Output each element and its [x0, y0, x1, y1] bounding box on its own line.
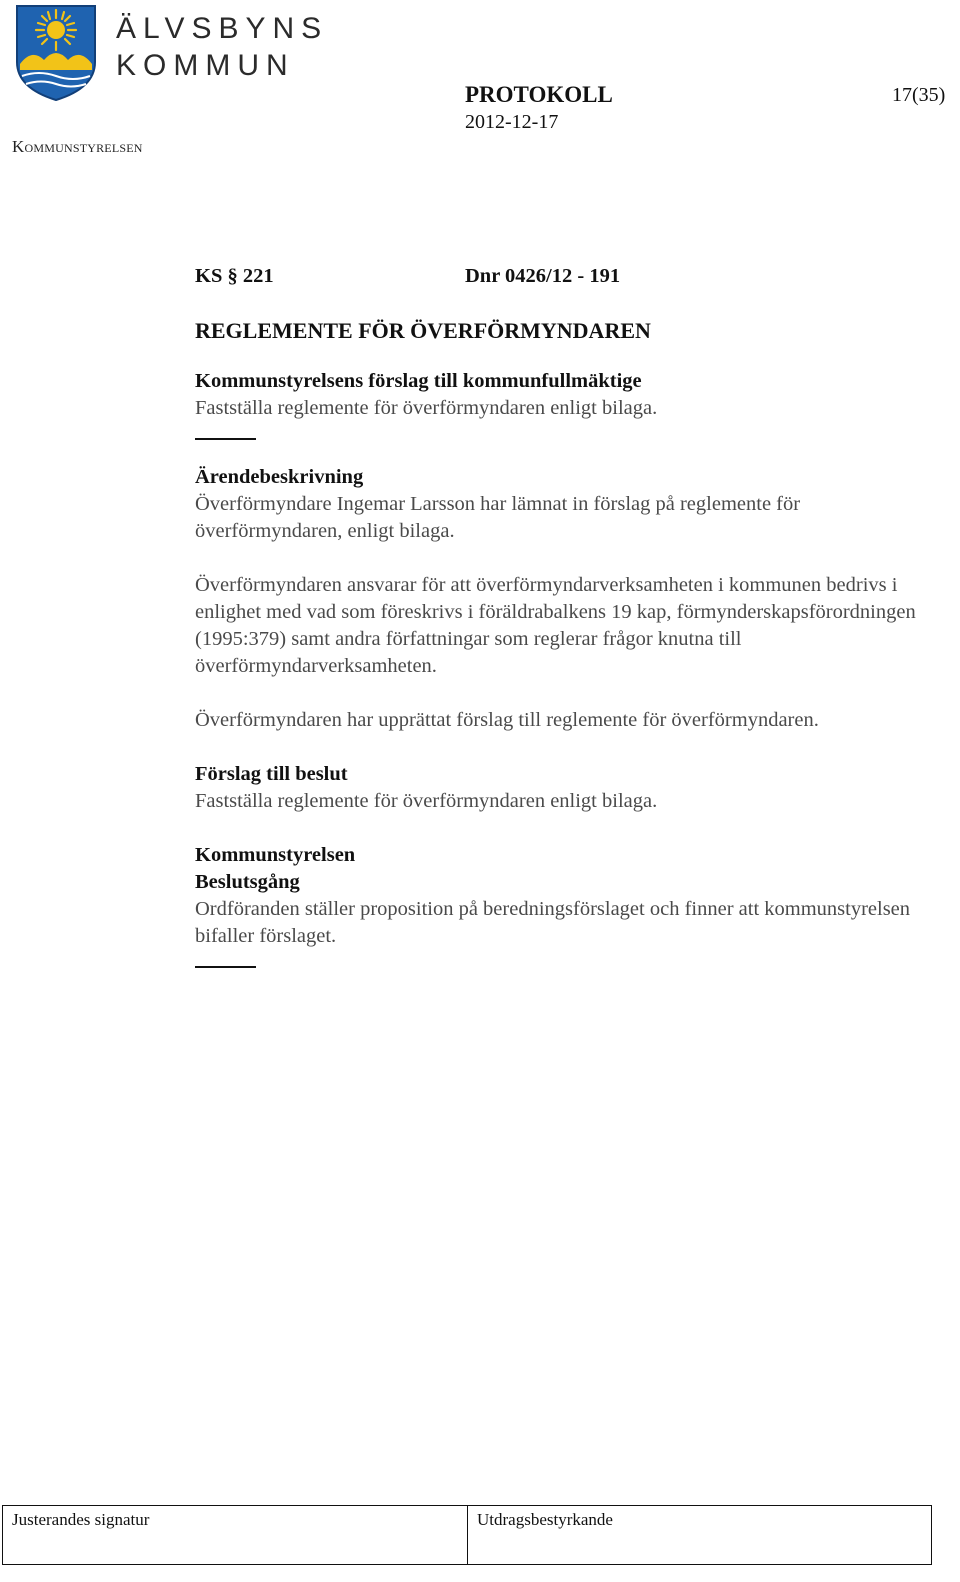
procedure-text: Ordföranden ställer proposition på beredningsförslaget och finner att kommunstyrelsen bifaller förslaget. [195, 898, 911, 947]
municipal-coat-of-arms-icon [14, 4, 98, 102]
spacer [195, 680, 925, 707]
proposal-text: Fastställa reglemente för överförmyndaren enligt bilaga. [195, 397, 658, 419]
spacer [195, 440, 925, 464]
board-heading: Kommunstyrelsen [195, 844, 356, 866]
spacer [195, 815, 925, 842]
document-type: PROTOKOLL [465, 82, 613, 107]
section-divider [195, 966, 256, 968]
spacer [195, 545, 925, 572]
description-paragraph-1: Överförmyndare Ingemar Larsson har lämnat in förslag på reglemente för överförmyndaren, enligt bilaga. [195, 493, 801, 542]
case-title: REGLEMENTE FÖR ÖVERFÖRMYNDAREN [195, 318, 651, 343]
description-paragraph-3: Överförmyndaren har upprättat förslag till reglemente för överförmyndaren. [195, 709, 819, 731]
proposal-heading: Kommunstyrelsens förslag till kommunfullmäktige [195, 370, 642, 392]
spacer [195, 344, 925, 368]
municipality-wordmark [116, 10, 328, 84]
decision-proposal-text: Fastställa reglemente för överförmyndaren enligt bilaga. [195, 790, 658, 812]
spacer [195, 734, 925, 761]
certification-cell[interactable] [468, 1506, 931, 1564]
decision-proposal-heading: Förslag till beslut [195, 763, 348, 785]
procedure-heading: Beslutsgång [195, 871, 300, 893]
brand-line-2: KOMMUN [116, 49, 295, 82]
brand-line-1: ÄLVSBYNS [116, 12, 329, 45]
document-date: 2012-12-17 [465, 111, 559, 133]
case-reference-row [195, 263, 925, 293]
signature-table [2, 1505, 932, 1565]
certification-label: Utdragsbestyrkande [477, 1510, 613, 1529]
signature-label: Justerandes signatur [12, 1510, 150, 1529]
signature-cell[interactable] [3, 1506, 468, 1564]
description-heading: Ärendebeskrivning [195, 466, 364, 488]
protocol-body [195, 263, 925, 968]
department-name: Kommunstyrelsen [12, 137, 143, 156]
page-number: 17(35) [892, 84, 946, 106]
diary-number: Dnr 0426/12 - 191 [465, 265, 621, 287]
paragraph-reference: KS § 221 [195, 265, 274, 287]
description-paragraph-2: Överförmyndaren ansvarar för att överförmyndarverksamheten i kommunen bedrivs i enlighet med vad som föreskrivs i föräldrabalkens 19 kap, förmynderskapsförordningen (1995:379) samt andra författningar som reglerar frågor knutna till överförmyndarverksamheten. [195, 574, 916, 677]
